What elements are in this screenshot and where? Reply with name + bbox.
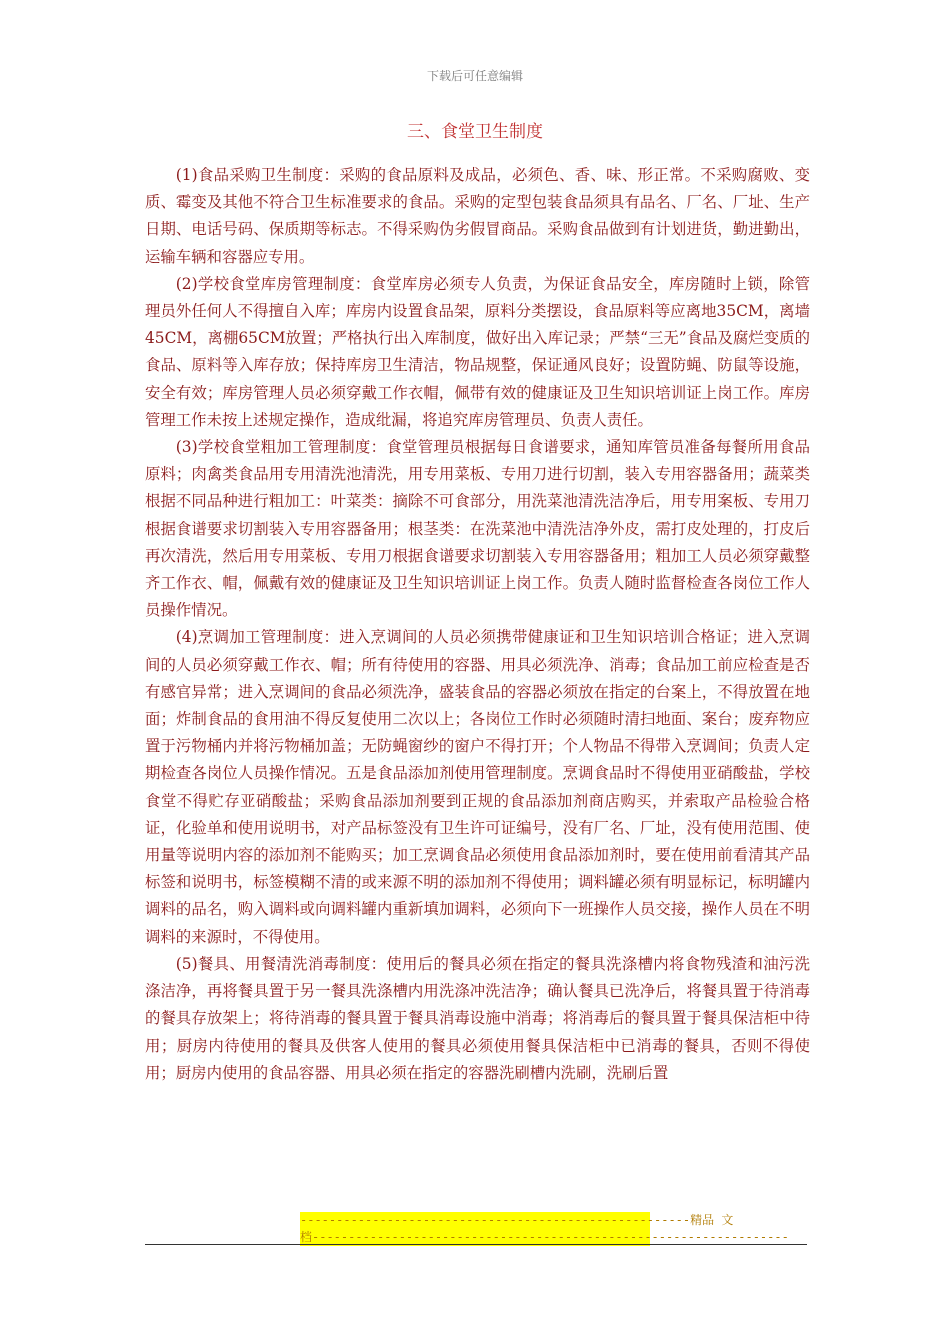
paragraph-cooking: (4)烹调加工管理制度：进入烹调间的人员必须携带健康证和卫生知识培训合格证；进入烹调间的人员必须穿戴工作衣、帽；所有待使用的容器、用具必须洗净、消毒；食品加工前应检查是否有感官异常；进入烹调间的食品必须洗净，盛装食品的容器必须放在指定的台案上，不得放置在地面；炸制食品的食用油不得反复使用二次以上；各岗位工作时必须随时清扫地面、案台；废弃物应置于污物桶内并将污物桶加盖；无防蝇窗纱的窗户不得打开；个人物品不得带入烹调间；负责人定期检查各岗位人员操作情况。五是食品添加剂使用管理制度。烹调食品时不得使用亚硝酸盐，学校食堂不得贮存亚硝酸盐；采购食品添加剂要到正规的食品添加剂商店购买，并索取产品检验合格证，化验单和使用说明书，对产品标签没有卫生许可证编号，没有厂名、厂址，没有使用范围、使用量等说明内容的添加剂不能购买；加工烹调食品必须使用食品添加剂时，要在使用前看清其产品标签和说明书，标签模糊不清的或来源不明的添加剂不得使用；调料罐必须有明显标记，标明罐内调料的品名，购入调料或向调料罐内重新填加调料，必须向下一班操作人员交接，操作人员在不明调料的来源时，不得使用。 — [145, 628, 810, 946]
footer-watermark — [300, 1212, 789, 1246]
footer-watermark-line1: ------------------------------------------------------精品 文 — [300, 1213, 734, 1227]
footer-divider — [145, 1244, 807, 1245]
section-title: 三、食堂卫生制度 — [407, 122, 543, 142]
page-header: 下载后可任意编辑 — [426, 69, 523, 83]
paragraph-rough-processing: (3)学校食堂粗加工管理制度：食堂管理员根据每日食谱要求，通知库管员准备每餐所用食品原料；肉禽类食品用专用清洗池清洗，用专用菜板、专用刀进行切割，装入专用容器备用；蔬菜类根据不同品种进行粗加工：叶菜类：摘除不可食部分，用洗菜池清洗洁净后，用专用案板、专用刀根据食谱要求切割装入专用容器备用；根茎类：在洗菜池中清洗洁净外皮，需打皮处理的，打皮后再次清洗，然后用专用菜板、专用刀根据食谱要求切割装入专用容器备用；粗加工人员必须穿戴整齐工作衣、帽，佩戴有效的健康证及卫生知识培训证上岗工作。负责人随时监督检查各岗位工作人员操作情况。 — [145, 438, 810, 620]
paragraph-storage: (2)学校食堂库房管理制度：食堂库房必须专人负责，为保证食品安全，库房随时上锁，除管理员外任何人不得擅自入库；库房内设置食品架，原料分类摆设，食品原料等应离地35CM，离墙45CM，离棚65CM放置；严格执行出入库制度，做好出入库记录；严禁“三无”食品及腐烂变质的食品、原料等入库存放；保持库房卫生清洁，物品规整，保证通风良好；设置防蝇、防鼠等设施，安全有效；库房管理人员必须穿戴工作衣帽，佩带有效的健康证及卫生知识培训证上岗工作。库房管理工作未按上述规定操作，造成纰漏，将追究库房管理员、负责人责任。 — [145, 274, 810, 429]
document-body — [145, 162, 810, 1087]
footer-watermark-line2: 档------------------------------------------------------------------ — [300, 1230, 789, 1244]
paragraph-tableware-cleaning: (5)餐具、用餐清洗消毒制度：使用后的餐具必须在指定的餐具洗涤槽内将食物残渣和油污洗涤洁净，再将餐具置于另一餐具洗涤槽内用洗涤冲洗洁净；确认餐具已洗净后，将餐具置于待消毒的餐具存放架上；将待消毒的餐具置于餐具消毒设施中消毒；将消毒后的餐具置于餐具保洁柜中待用；厨房内待使用的餐具及供客人使用的餐具必须使用餐具保洁柜中已消毒的餐具，否则不得使用；厨房内使用的食品容器、用具必须在指定的容器洗刷槽内洗刷，洗刷后置 — [145, 954, 810, 1082]
paragraph-procurement: (1)食品采购卫生制度：采购的食品原料及成品，必须色、香、味、形正常。不采购腐败、变质、霉变及其他不符合卫生标准要求的食品。采购的定型包装食品须具有品名、厂名、厂址、生产日期、电话号码、保质期等标志。不得采购伪劣假冒商品。采购食品做到有计划进货，勤进勤出，运输车辆和容器应专用。 — [145, 166, 810, 266]
